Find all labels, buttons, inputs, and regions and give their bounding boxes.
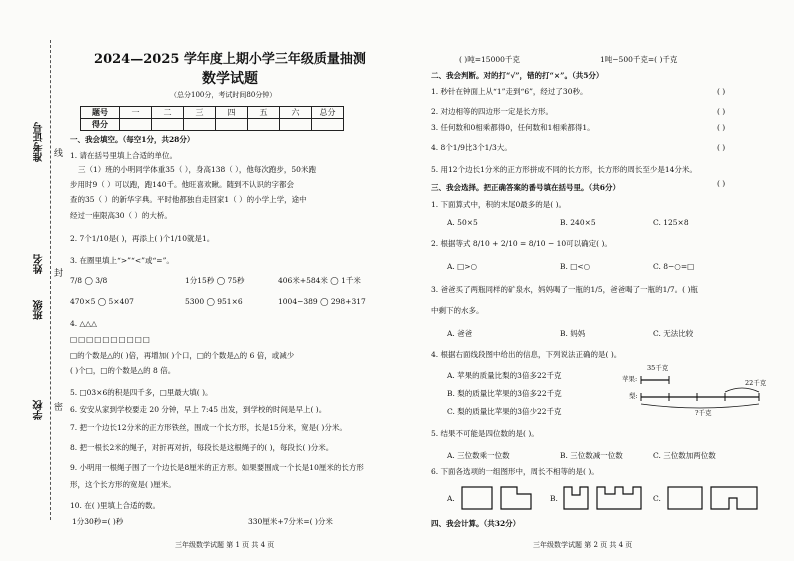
segment-diagram <box>639 370 769 412</box>
score-cell: 题号 <box>81 107 120 119</box>
choice-option[interactable]: A. □>○ <box>447 262 478 271</box>
seal-line <box>50 40 51 520</box>
choice-option[interactable]: A. 爸爸 <box>447 329 473 338</box>
question-9-line: 形，这个长方形的宽是( )厘米。 <box>70 480 176 489</box>
choice-option[interactable]: C. 125×8 <box>653 218 689 227</box>
label-exam-number: 准考证号 <box>34 122 45 162</box>
choice-option[interactable]: A. <box>447 494 455 503</box>
question-3: 3. 在圈里填上“>”“<”或“=”。 <box>70 256 174 265</box>
choice-option[interactable]: A. 三位数乘一位数 <box>447 451 510 460</box>
conversion-item: 330厘米+7分米=( )分米 <box>248 517 333 526</box>
question-1-line: 步用时9（ ）可以跑，跑140千。他旺喜欢瞅。随到不认识的字都会 <box>70 180 294 189</box>
question-2: 2. 7个1/10是( )，再添上( )个1/10就是1。 <box>70 234 215 243</box>
question-1-line: 查的35（ ）的新华字典。平时他都独自走回家1（ ）的小学上学，途中 <box>70 195 307 204</box>
page-footer: 三年级数学试题 第 2 页 共 4 页 <box>533 541 633 549</box>
choice-option[interactable]: A. 50×5 <box>447 218 478 227</box>
choice-option[interactable]: C. 三位数加两位数 <box>653 451 716 460</box>
choice-option[interactable]: C. 8−○=□ <box>653 262 695 271</box>
page-footer: 三年级数学试题 第 1 页 共 4 页 <box>175 541 275 549</box>
diagram-label-pear: 梨: <box>629 392 638 400</box>
question-5: 5. □03×6的积是四千多，□里最大填( )。 <box>70 388 213 397</box>
choice-option[interactable]: C. 无法比较 <box>653 329 694 338</box>
compare-item: 5300 ◯ 951×6 <box>185 297 243 306</box>
score-cell: 三 <box>184 107 216 119</box>
choice-option[interactable]: C. 梨的质量比苹果的3倍少22千克 <box>447 407 562 416</box>
diagram-label-pear-weight: ?千克 <box>695 409 712 417</box>
exam-subject: 数学试题 <box>202 71 258 87</box>
score-cell: 总分 <box>312 107 344 119</box>
question-4: 4. △△△ <box>70 319 97 328</box>
choice-question-4: 4. 根据右面线段图中给出的信息，下列说法正确的是( )。 <box>431 350 622 359</box>
judge-item: 1. 秒针在钟面上从“1”走到“6”，经过了30秒。 <box>431 87 588 96</box>
exam-info: （总分100分，考试时间80分钟） <box>170 91 277 99</box>
score-cell: 五 <box>248 107 280 119</box>
choice-option[interactable]: A. 苹果的质量比梨的3倍多22千克 <box>447 371 562 380</box>
choice-option[interactable]: B. 妈妈 <box>560 329 586 338</box>
conversion-item: ( )吨=15000千克 <box>459 55 520 64</box>
question-1-line: 经过一座限高30（ ）的大桥。 <box>70 211 172 220</box>
exam-title: 2024—2025 学年度上期小学三年级质量抽测 <box>94 52 366 67</box>
score-cell: 一 <box>120 107 152 119</box>
question-10: 10. 在( )里填上合适的数。 <box>70 501 161 510</box>
choice-option[interactable]: B. 三位数减一位数 <box>560 451 623 460</box>
label-name: 姓名 <box>34 254 45 274</box>
answer-paren[interactable]: ( ) <box>717 107 726 116</box>
seal-char-seal: 封 <box>54 269 64 279</box>
section-1-heading: 一、我会填空。（每空1分，共28分） <box>70 135 195 144</box>
conversion-item: 1吨−500千克=( )千克 <box>600 55 678 64</box>
diagram-label-apple-weight: 35千克 <box>647 364 669 372</box>
judge-item: 3. 任何数和0相乘都得0，任何数和1相乘都得1。 <box>431 123 595 132</box>
choice-question-3-line: 中剩下的水多。 <box>431 306 484 315</box>
score-input-cell[interactable] <box>184 119 216 131</box>
question-4-squares: □□□□□□□□□□ <box>70 335 151 344</box>
score-cell: 六 <box>280 107 312 119</box>
judge-item: 2. 对边相等的四边形一定是长方形。 <box>431 107 554 116</box>
seal-char-secret: 密 <box>54 403 64 413</box>
score-cell: 四 <box>216 107 248 119</box>
score-table <box>80 106 344 131</box>
question-4-line: □的个数是△的( )倍，再增加( )个口，□的个数是△的 6 倍，或减少 <box>70 351 295 360</box>
compare-item: 1分15秒 ◯ 75秒 <box>185 276 245 285</box>
answer-paren[interactable]: ( ) <box>717 87 726 96</box>
score-input-cell[interactable] <box>216 119 248 131</box>
binding-margin <box>0 0 62 561</box>
section-3-heading: 三、我会选择。把正确答案的番号填在括号里。（共6分） <box>431 183 620 192</box>
compare-item: 1004−389 ◯ 298+317 <box>278 297 366 306</box>
score-input-cell[interactable] <box>248 119 280 131</box>
question-1-line: 三（1）班的小明同学体重35（ ），身高138（ ），他每次跑步，50米跑 <box>78 165 316 174</box>
shape-group-b <box>563 486 647 510</box>
question-4-line: ( )个□，□的个数是△的 8 倍。 <box>70 366 176 375</box>
choice-option[interactable]: B. <box>550 494 558 503</box>
conversion-item: 1分30秒=( )秒 <box>72 517 124 526</box>
label-school: 学校 <box>34 400 45 420</box>
score-row-header <box>81 107 344 119</box>
score-row-score <box>81 119 344 131</box>
seal-char-line: 线 <box>54 149 64 159</box>
answer-paren[interactable]: ( ) <box>717 179 726 188</box>
label-class: 班级 <box>34 300 45 320</box>
compare-item: 406米+584米 ◯ 1千米 <box>278 276 361 285</box>
score-input-cell[interactable] <box>280 119 312 131</box>
choice-question-5: 5. 结果不可能是四位数的是( )。 <box>431 429 539 438</box>
choice-question-3: 3. 爸爸买了两瓶同样的矿泉水，妈妈喝了一瓶的1/5，爸爸喝了一瓶的1/7。( )瓶 <box>431 285 698 294</box>
question-1: 1. 请在括号里填上合适的单位。 <box>70 151 178 160</box>
score-input-cell[interactable] <box>312 119 344 131</box>
score-input-cell[interactable] <box>152 119 184 131</box>
choice-option[interactable]: B. 240×5 <box>560 218 596 227</box>
judge-item: 4. 8个1/9比3个1/3大。 <box>431 143 512 152</box>
answer-paren[interactable]: ( ) <box>717 143 726 152</box>
section-4-heading: 四、我会计算。（共32分） <box>431 519 521 528</box>
score-cell: 得分 <box>81 119 120 131</box>
question-7: 7. 把一个边长12分米的正方形铁丝，围成一个长方形，长是15分米，宽是( )分米。 <box>70 423 347 432</box>
choice-question-6: 6. 下面各选项的一组图形中，周长不相等的是( )。 <box>431 467 599 476</box>
shape-group-c <box>667 486 759 510</box>
compare-item: 470×5 ◯ 5×407 <box>70 297 134 306</box>
choice-option[interactable]: C. <box>653 494 661 503</box>
choice-question-2: 2. 根据等式 8/10 + 2/10 = 8/10 − 10可以确定( )。 <box>431 239 612 248</box>
shape-group-a <box>461 486 541 510</box>
choice-option[interactable]: B. 梨的质量比苹果的3倍多22千克 <box>447 389 562 398</box>
question-9: 9. 小明用一根绳子围了一个边长是8厘米的正方形。如果要围成一个长是10厘米的长方形 <box>70 463 364 472</box>
section-2-heading: 二、我会判断。对的打“√”，错的打“×”。（共5分） <box>431 71 604 80</box>
question-6: 6. 安安从家到学校要走 20 分钟，早上 7:45 出发，到学校的时间是早上( )。 <box>70 405 327 414</box>
score-cell: 二 <box>152 107 184 119</box>
choice-question-1: 1. 下面算式中，积的末尾0最多的是( )。 <box>431 200 567 209</box>
score-input-cell[interactable] <box>120 119 152 131</box>
choice-option[interactable]: B. □<○ <box>560 262 591 271</box>
compare-item: 7/8 ◯ 3/8 <box>70 276 108 285</box>
question-8: 8. 把一根长2米的绳子，对折再对折，每段长是这根绳子的( )，每段长( )分米。 <box>70 443 334 452</box>
judge-item: 5. 用12个边长1分米的正方形拼成不同的长方形，长方形的周长至少是14分米。 <box>431 165 697 174</box>
diagram-label-apple: 苹果: <box>622 375 638 383</box>
answer-paren[interactable]: ( ) <box>717 123 726 132</box>
diagram-label-extra: 22千克 <box>745 379 767 387</box>
